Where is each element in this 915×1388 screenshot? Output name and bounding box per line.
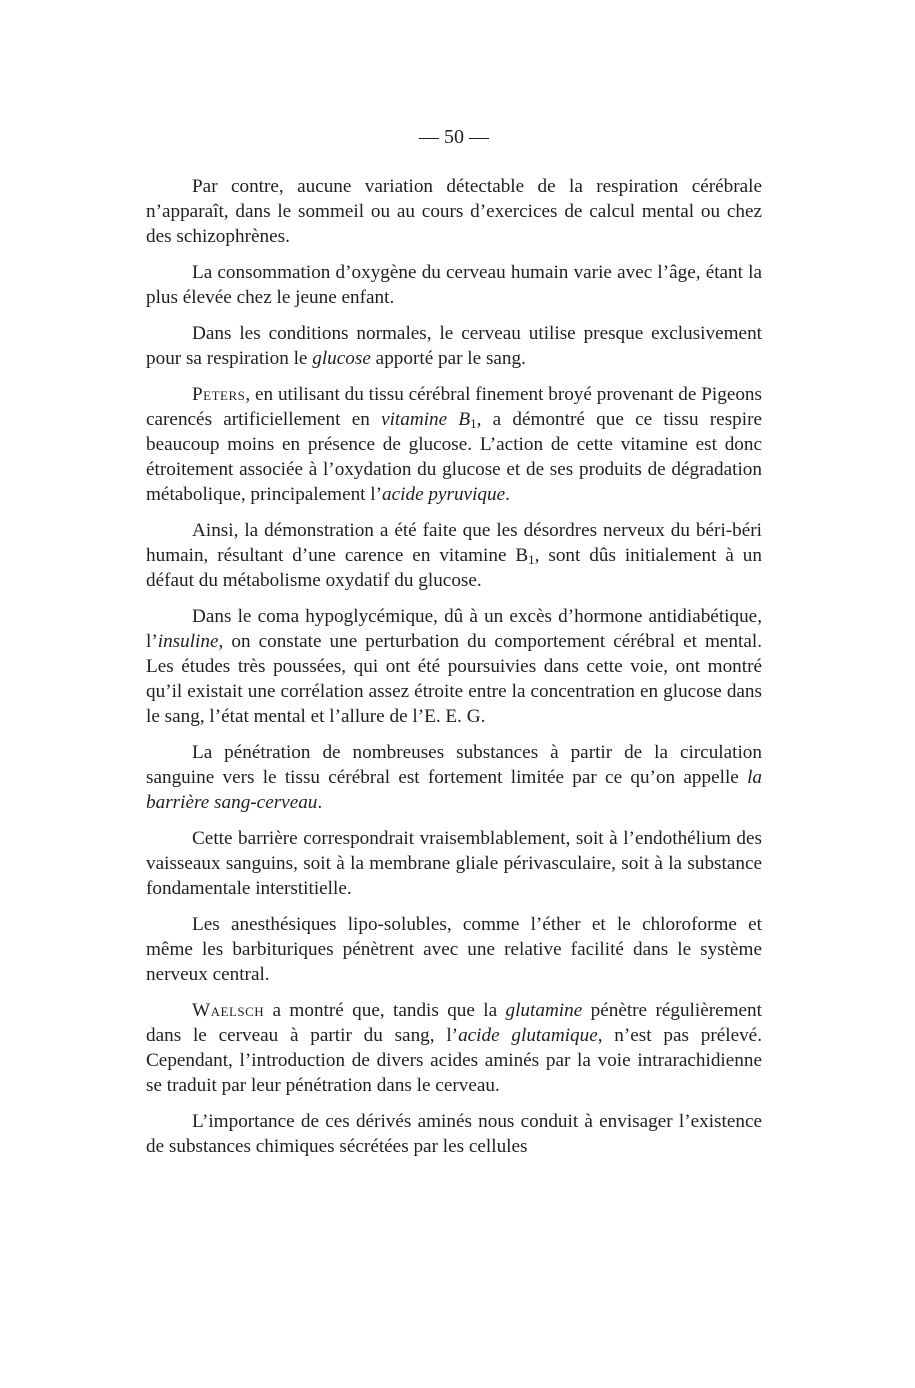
- text-run: .: [317, 792, 323, 813]
- italic-term: acide glutamique: [458, 1025, 598, 1046]
- text-run: Dans les conditions normales, le cerveau utilise presque exclusivement pour sa respiration le: [146, 323, 762, 369]
- paragraph: [146, 382, 762, 507]
- text-run: apporté par le sang.: [370, 348, 526, 369]
- paragraph: [146, 1109, 762, 1159]
- text-run: , n’est pas prélevé. Cependant, l’introduction de divers acides aminés par la voie intrarachidienne se traduit par leur pénétration dans le cerveau.: [146, 1025, 762, 1096]
- italic-term: vitamine B: [381, 409, 471, 430]
- text-run: a montré que, tandis que la: [264, 1000, 506, 1021]
- paragraph: [146, 518, 762, 593]
- italic-term: glucose: [312, 348, 371, 369]
- paragraph: [146, 740, 762, 815]
- text-run: Par contre, aucune variation détectable de la respiration cérébrale n’apparaît, dans le sommeil ou au cours d’exercices de calcul mental ou chez des schizophrènes.: [146, 176, 762, 247]
- page-number: — 50 —: [419, 126, 489, 148]
- text-run: Cette barrière correspondrait vraisemblablement, soit à l’endothélium des vaisseaux sanguins, soit à la membrane gliale périvasculaire, soit à la substance fondamentale interstitielle.: [146, 828, 762, 899]
- italic-term: glutamine: [505, 1000, 583, 1021]
- text-run: Dans le coma hypoglycémique, dû à un excès d’hormone antidiabétique, l’: [146, 606, 762, 652]
- body-text: [146, 174, 762, 1170]
- paragraph: [146, 912, 762, 987]
- text-run: .: [505, 484, 510, 505]
- author-name: Waelsch: [192, 1000, 265, 1021]
- text-run: Ainsi, la démonstration a été faite que les désordres nerveux du béri-béri humain, résultant d’une carence en vitamine B: [146, 520, 762, 566]
- italic-term: insuline: [157, 631, 219, 652]
- paragraph: [146, 260, 762, 310]
- paragraph: [146, 826, 762, 901]
- text-run: , a démontré que ce tissu respire beaucoup moins en présence de glucose. L’action de cette vitamine est donc étroitement associée à l’oxydation du glucose et de ses produits de dégradation métabolique, principalement l’: [146, 409, 762, 505]
- paragraph: [146, 321, 762, 371]
- author-name: Peters: [192, 384, 246, 405]
- text-run: , sont dûs initialement à un défaut du métabolisme oxydatif du glucose.: [146, 545, 762, 591]
- text-run: , on constate une perturbation du comportement cérébral et mental. Les études très poussées, qui ont été poursuivies dans cette voie, ont montré qu’il existait une corrélation assez étroite entre la concentration en glucose dans le sang, l’état mental et l’allure de l’E. E. G.: [146, 631, 762, 727]
- paragraph: [146, 174, 762, 249]
- text-run: La pénétration de nombreuses substances à partir de la circulation sanguine vers le tissu cérébral est fortement limitée par ce qu’on appelle: [146, 742, 762, 788]
- text-run: pénètre régulièrement dans le cerveau à partir du sang, l’: [146, 1000, 762, 1046]
- subscript: 1: [470, 416, 477, 431]
- italic-term: la barrière sang-cerveau: [146, 767, 762, 813]
- paragraph: [146, 998, 762, 1098]
- text-run: L’importance de ces dérivés aminés nous conduit à envisager l’existence de substances chimiques sécrétées par les cellules: [146, 1111, 762, 1157]
- italic-term: acide pyruvique: [382, 484, 506, 505]
- text-run: , en utilisant du tissu cérébral finement broyé provenant de Pigeons carencés artificiellement en: [146, 384, 762, 430]
- paragraph: [146, 604, 762, 729]
- text-run: Les anesthésiques lipo-solubles, comme l’éther et le chloroforme et même les barbituriques pénètrent avec une relative facilité dans le système nerveux central.: [146, 914, 762, 985]
- subscript: 1: [528, 552, 535, 567]
- text-run: La consommation d’oxygène du cerveau humain varie avec l’âge, étant la plus élevée chez le jeune enfant.: [146, 262, 762, 308]
